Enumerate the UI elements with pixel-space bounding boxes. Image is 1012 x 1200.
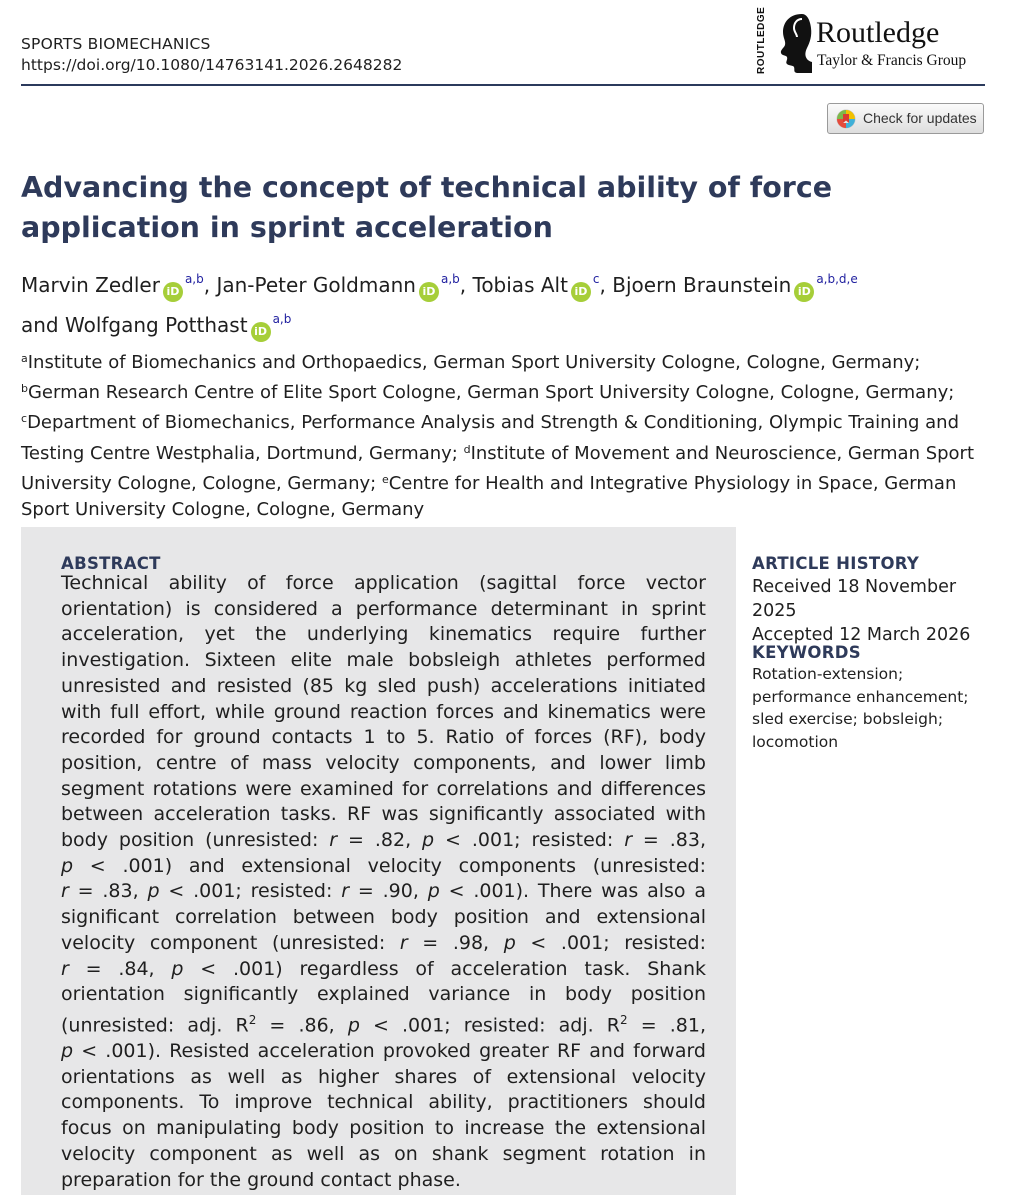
author-name: Wolfgang Potthast — [64, 313, 248, 337]
affiliation-text: Department of Biomechanics, Performance Analysis and Strength & Conditioning, Olympic Training and Testing Centre Westphalia, Dortmund, Germany; — [21, 412, 959, 464]
author-separator: and — [21, 313, 65, 337]
author-separator: , — [459, 273, 473, 297]
affiliation-mark: d — [463, 442, 471, 456]
orcid-icon[interactable]: iD — [419, 282, 439, 302]
affiliation-text: Centre for Health and Integrative Physiology in Space, German Sport University Cologne, Cologne, Germany — [21, 472, 957, 521]
orcid-icon[interactable]: iD — [571, 282, 591, 302]
affiliation-mark: e — [381, 472, 389, 486]
author-affiliation-marks[interactable]: a,b — [184, 272, 204, 286]
header-divider — [21, 84, 985, 86]
author-list — [21, 262, 996, 342]
orcid-icon[interactable]: iD — [163, 282, 183, 302]
author-separator: , — [599, 273, 613, 297]
author-name: Jan-Peter Goldmann — [216, 273, 416, 297]
journal-name: SPORTS BIOMECHANICS — [21, 35, 211, 53]
crossmark-icon — [836, 109, 856, 129]
publisher-logo — [756, 6, 996, 76]
author-affiliation-marks[interactable]: c — [592, 272, 600, 286]
journal-header — [21, 34, 402, 76]
affiliation-mark: c — [21, 412, 28, 426]
keywords-heading: KEYWORDS — [752, 643, 861, 662]
keywords — [752, 643, 1002, 753]
article-history-heading: ARTICLE HISTORY — [752, 554, 920, 573]
author-affiliation-marks[interactable]: a,b — [440, 272, 460, 286]
article-history — [752, 554, 1002, 647]
publisher-vertical-label: ROUTLEDGE — [756, 6, 767, 74]
author-affiliation-marks[interactable]: a,b,d,e — [816, 272, 858, 286]
affiliation-text: Institute of Biomechanics and Orthopaedics, German Sport University Cologne, Cologne, Germany; — [27, 352, 921, 373]
abstract-heading: ABSTRACT — [61, 554, 161, 573]
article-title: Advancing the concept of technical ability of force application in sprint acceleration — [21, 171, 833, 244]
orcid-icon[interactable]: iD — [251, 322, 271, 342]
abstract-text: Technical ability of force application (sagittal force vector orientation) is considered a performance determinant in sprint acceleration, yet the underlying kinematics require further investigation. Sixteen elite male bobsleigh athletes performed unresisted and resisted (85 kg sled push) accelerations initiated with full effort, while ground reaction forces and kinematics were recorded for ground contacts 1 to 5. Ratio of forces (RF), body position, centre of mass velocity components, and lower limb segment rotations were examined for correlations and differences between acceleration tasks. RF was significantly associated with body position (unresisted: r = .82, p < .001; resisted: r = .83, p < .001) and extensional velocity components (unresisted: r = .83, p < .001; resisted: r = .90, p < .001). There was also a significant correlation between body position and extensional velocity component (unresisted: r = .98, p < .001; resisted: r = .84, p < .001) regardless of acceleration task. Shank orientation significantly explained variance in body position (unresisted: adj. $R^2 = .86$, p < .001; resisted: adj. $R^2 = .81$, p < .001). Resisted acceleration provoked greater RF and forward orientations as well as higher shares of extensional velocity components. To improve technical ability, practitioners should focus on manipulating body position to increase the extensional velocity component as well as on shank segment rotation in preparation for the ground contact phase. — [61, 572, 707, 1191]
affiliation-text: German Research Centre of Elite Sport Cologne, German Sport University Cologne, Cologne, Germany; — [27, 382, 955, 404]
check-for-updates-button[interactable] — [827, 103, 984, 134]
received-date: Received 18 November 2025 — [752, 577, 957, 621]
accepted-date: Accepted 12 March 2026 — [752, 625, 971, 645]
author-name: Tobias Alt — [472, 273, 568, 297]
check-for-updates-label: Check for updates — [863, 110, 977, 126]
author-name: Bjoern Braunstein — [612, 273, 792, 297]
keyword-line: Rotation-extension; — [752, 665, 904, 683]
doi-link[interactable]: https://doi.org/10.1080/14763141.2026.2648282 — [21, 56, 403, 74]
affiliations — [21, 346, 991, 523]
orcid-icon[interactable]: iD — [794, 282, 814, 302]
affiliation-mark: b — [21, 382, 28, 396]
publisher-name: Routledge — [816, 16, 940, 49]
author-affiliation-marks[interactable]: a,b — [272, 312, 292, 326]
publisher-group: Taylor & Francis Group — [817, 52, 967, 69]
keyword-line: locomotion — [752, 732, 839, 751]
keyword-line: sled exercise; bobsleigh; — [752, 710, 944, 728]
affiliation-mark: a — [21, 352, 28, 365]
affiliation-text: Institute of Movement and Neuroscience, German Sport University Cologne, Cologne, Germany; — [21, 442, 975, 494]
author-name: Marvin Zedler — [21, 273, 160, 297]
keyword-line: performance enhancement; — [752, 687, 969, 706]
routledge-head-icon — [772, 10, 816, 74]
author-separator: , — [203, 273, 217, 297]
